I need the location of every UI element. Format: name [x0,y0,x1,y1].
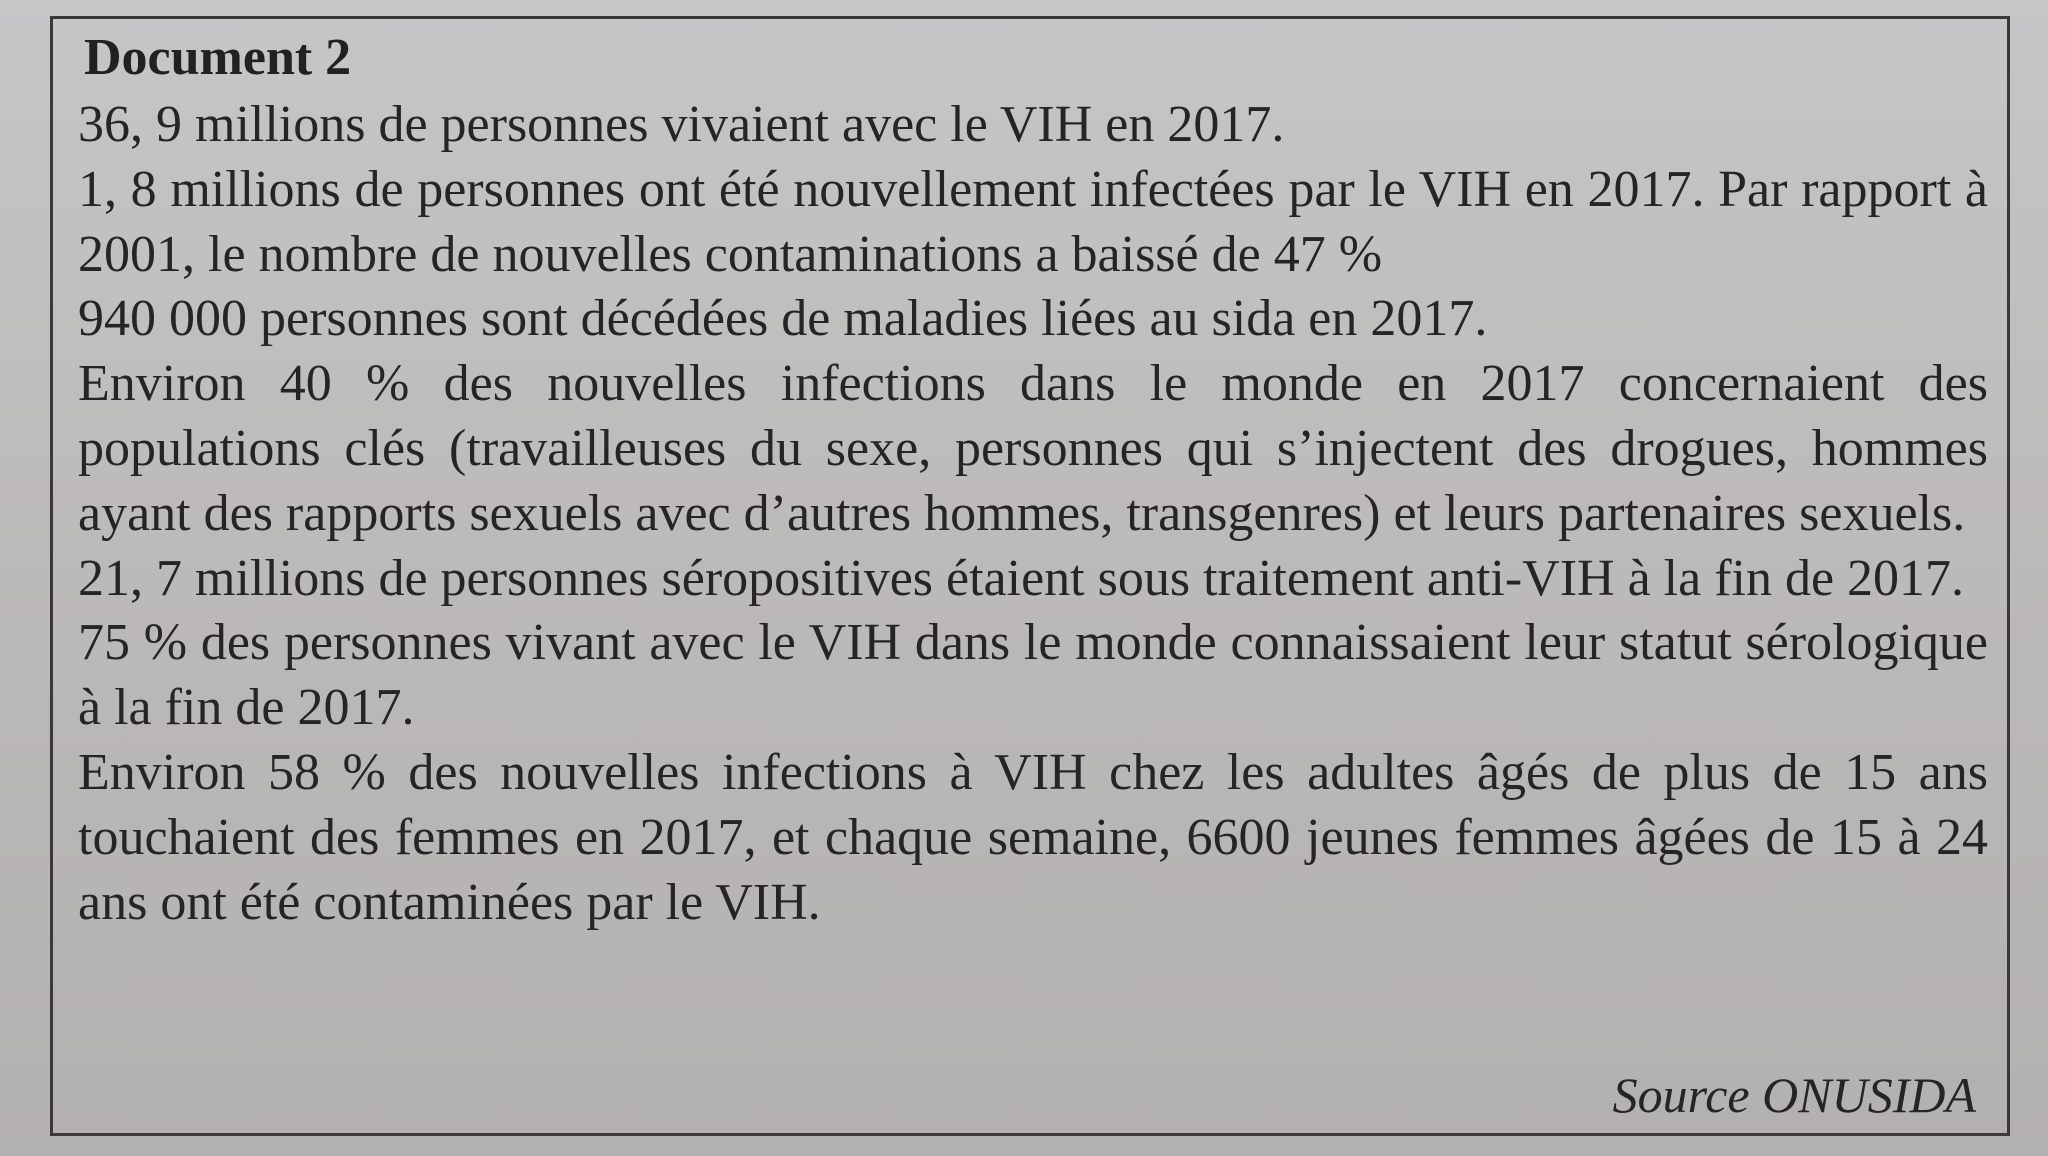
document-title: Document 2 [84,29,352,86]
paragraph-key-populations: Environ 40 % des nouvelles infections dans le monde en 2017 concernaient des populations clés (travailleuses du sexe, personnes qui s’injectent des drogues, hommes ayant des rapports sexuels avec d’autres hommes, transgenres) et leurs partenaires sexuels. [78,355,1988,542]
paragraph-people-living-with-hiv: 36, 9 millions de personnes vivaient avec le VIH en 2017. [78,96,1285,153]
paragraph-new-infections: 1, 8 millions de personnes ont été nouvellement infectées par le VIH en 2017. Par rapport à 2001, le nombre de nouvelles contaminations a baissé de 47 % [78,160,1988,283]
paragraph-treatment: 21, 7 millions de personnes séropositives étaient sous traitement anti-VIH à la fin de 2017. [78,549,1965,607]
paragraph-aids-deaths: 940 000 personnes sont décédées de maladies liées au sida en 2017. [78,290,1488,348]
paragraph-status-awareness: 75 % des personnes vivant avec le VIH dans le monde connaissaient leur statut sérologique à la fin de 2017. [78,614,1988,737]
paragraph-women-infections: Environ 58 % des nouvelles infections à VIH chez les adultes âgés de plus de 15 ans touchaient des femmes en 2017, et chaque semaine, 6600 jeunes femmes âgées de 15 à 24 ans ont été contaminées par le VIH. [78,743,1988,931]
source-citation: Source ONUSIDA [1612,1067,1976,1123]
document-body [78,93,1988,935]
